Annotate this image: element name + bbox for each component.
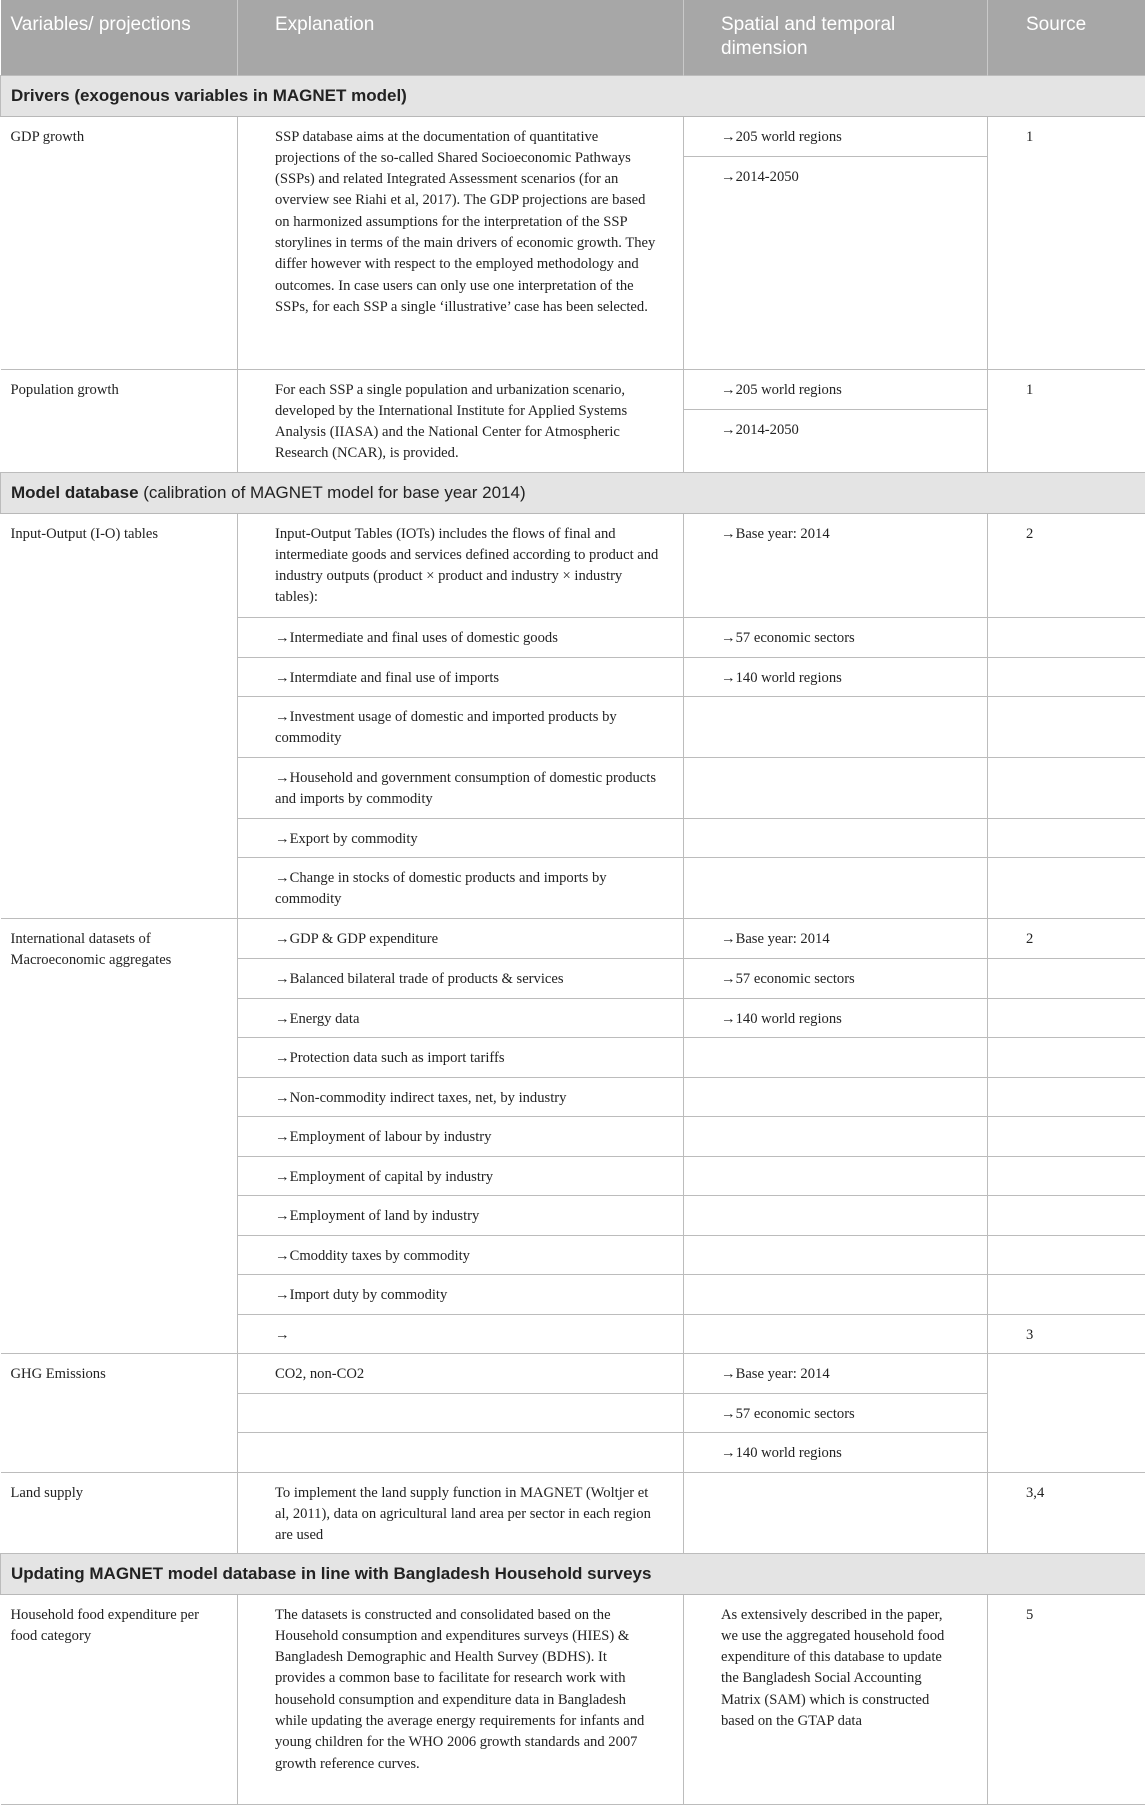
row-ghg-spatial: →57 economic sectors xyxy=(684,1393,988,1432)
row-intl-source-empty xyxy=(988,958,1145,998)
row-intl-item: → xyxy=(238,1314,684,1353)
row-io-spatial: →57 economic sectors xyxy=(684,617,988,657)
header-variables: Variables/ projections xyxy=(1,0,238,75)
row-gdp-variable: GDP growth xyxy=(1,116,238,369)
table-row xyxy=(1,1472,1145,1553)
row-io-source-empty xyxy=(988,757,1145,818)
row-intl-item: →Employment of land by industry xyxy=(238,1195,684,1235)
row-ghg-variable: GHG Emissions xyxy=(1,1353,238,1472)
row-hh-source: 5 xyxy=(988,1594,1145,1804)
row-io-source-empty xyxy=(988,818,1145,857)
row-gdp-spatial-1: →205 world regions xyxy=(684,116,988,156)
row-intl-item: →Balanced bilateral trade of products & services xyxy=(238,958,684,998)
row-intl-spatial-empty xyxy=(684,1235,988,1274)
row-io-item: →Intermediate and final uses of domestic goods xyxy=(238,617,684,657)
row-io-spatial-empty xyxy=(684,818,988,857)
row-intl-item: →Energy data xyxy=(238,998,684,1037)
row-io-spatial: →140 world regions xyxy=(684,657,988,696)
row-io-item: →Change in stocks of domestic products and imports by commodity xyxy=(238,857,684,918)
row-pop-explanation: For each SSP a single population and urbanization scenario, developed by the International Institute for Applied Systems Analysis (IIASA) and the National Center for Atmospheric Research (NCAR), is provided. xyxy=(238,369,684,472)
row-io-source-empty xyxy=(988,696,1145,757)
row-intl-item: →Protection data such as import tariffs xyxy=(238,1037,684,1077)
table-row xyxy=(1,1353,1145,1393)
row-intl-source: 2 xyxy=(988,918,1145,958)
row-intl-variable: International datasets of Macroeconomic aggregates xyxy=(1,918,238,1353)
row-intl-spatial-empty xyxy=(684,1037,988,1077)
row-intl-source-empty xyxy=(988,1235,1145,1274)
row-intl-source-empty xyxy=(988,1077,1145,1116)
row-ghg-spatial: →140 world regions xyxy=(684,1432,988,1472)
row-intl-source-empty xyxy=(988,1116,1145,1156)
row-io-item: →Household and government consumption of domestic products and imports by commodity xyxy=(238,757,684,818)
section-updating xyxy=(1,1553,1145,1594)
row-intl-source-empty xyxy=(988,1156,1145,1195)
row-intl-item: →Employment of labour by industry xyxy=(238,1116,684,1156)
row-intl-item: →GDP & GDP expenditure xyxy=(238,918,684,958)
row-pop-spatial-2: →2014-2050 xyxy=(684,409,988,472)
row-land-spatial xyxy=(684,1472,988,1553)
row-land-explanation: To implement the land supply function in MAGNET (Woltjer et al, 2011), data on agricultural land area per sector in each region are used xyxy=(238,1472,684,1553)
section-model-subtitle: (calibration of MAGNET model for base year 2014) xyxy=(138,482,526,502)
row-io-variable: Input-Output (I-O) tables xyxy=(1,513,238,918)
row-io-source-empty xyxy=(988,617,1145,657)
section-updating-title: Updating MAGNET model database in line with Bangladesh Household surveys xyxy=(11,1563,652,1583)
row-io-spatial: →Base year: 2014 xyxy=(684,513,988,617)
section-drivers xyxy=(1,75,1145,116)
row-io-explanation: Input-Output Tables (IOTs) includes the flows of final and intermediate goods and services defined according to product and industry outputs (product × product and industry × industry tables): xyxy=(238,513,684,617)
row-io-item: →Intermdiate and final use of imports xyxy=(238,657,684,696)
row-intl-source-empty xyxy=(988,1037,1145,1077)
header-row xyxy=(1,0,1145,75)
row-ghg-explanation: CO2, non-CO2 xyxy=(238,1353,684,1393)
row-intl-spatial-empty xyxy=(684,1195,988,1235)
row-hh-spatial: As extensively described in the paper, we use the aggregated household food expenditure of this database to update the Bangladesh Social Accounting Matrix (SAM) which is constructed based on the GTAP data xyxy=(684,1594,988,1804)
row-land-source: 3,4 xyxy=(988,1472,1145,1553)
row-io-item: →Investment usage of domestic and imported products by commodity xyxy=(238,696,684,757)
table-row xyxy=(1,1594,1145,1804)
row-land-variable: Land supply xyxy=(1,1472,238,1553)
section-model-title: Model database xyxy=(11,482,139,502)
row-io-source: 2 xyxy=(988,513,1145,617)
row-ghg-source-empty xyxy=(988,1353,1145,1472)
row-intl-item: →Non-commodity indirect taxes, net, by industry xyxy=(238,1077,684,1116)
row-io-spatial-empty xyxy=(684,857,988,918)
row-gdp-explanation: SSP database aims at the documentation of quantitative projections of the so-called Shared Socioeconomic Pathways (SSPs) and related Integrated Assessment scenarios (for an overview see Riahi et al, 2017). The GDP projections are based on harmonized assumptions for the interpretation of the SSP storylines in terms of the main drivers of economic growth. They differ however with respect to the employed methodology and outcomes. In case users can only use one interpretation of the SSPs, for each SSP a single ‘illustrative’ case has been selected. xyxy=(238,116,684,369)
row-ghg-spatial: →Base year: 2014 xyxy=(684,1353,988,1393)
row-intl-spatial: →57 economic sectors xyxy=(684,958,988,998)
row-intl-item: →Import duty by commodity xyxy=(238,1274,684,1314)
table-row xyxy=(1,918,1145,958)
row-hh-explanation: The datasets is constructed and consolidated based on the Household consumption and expenditures surveys (HIES) & Bangladesh Demographic and Health Survey (BDHS). It provides a common base to facilitate for research work with household consumption and expenditure data in Bangladesh while updating the average energy requirements for infants and young children for the WHO 2006 growth standards and 2007 growth reference curves. xyxy=(238,1594,684,1804)
row-io-item: →Export by commodity xyxy=(238,818,684,857)
row-pop-source: 1 xyxy=(988,369,1145,472)
row-gdp-source: 1 xyxy=(988,116,1145,369)
row-intl-item: →Employment of capital by industry xyxy=(238,1156,684,1195)
section-model-database xyxy=(1,472,1145,513)
row-intl-spatial-empty xyxy=(684,1314,988,1353)
table-row xyxy=(1,116,1145,156)
row-intl-item: →Cmoddity taxes by commodity xyxy=(238,1235,684,1274)
row-intl-spatial-empty xyxy=(684,1156,988,1195)
header-source: Source xyxy=(988,0,1145,75)
header-explanation: Explanation xyxy=(238,0,684,75)
row-intl-spatial-empty xyxy=(684,1077,988,1116)
row-intl-spatial-empty xyxy=(684,1274,988,1314)
row-pop-spatial-1: →205 world regions xyxy=(684,369,988,409)
row-intl-source-empty xyxy=(988,1195,1145,1235)
row-intl-spatial: →Base year: 2014 xyxy=(684,918,988,958)
row-intl-source-empty xyxy=(988,1274,1145,1314)
table-row xyxy=(1,369,1145,409)
row-gdp-spatial-2: →2014-2050 xyxy=(684,156,988,369)
row-intl-source: 3 xyxy=(988,1314,1145,1353)
row-io-source-empty xyxy=(988,857,1145,918)
row-io-source-empty xyxy=(988,657,1145,696)
row-ghg-explanation-empty xyxy=(238,1393,684,1432)
row-pop-variable: Population growth xyxy=(1,369,238,472)
header-spatial-temporal: Spatial and temporal dimension xyxy=(684,0,988,75)
row-hh-variable: Household food expenditure per food category xyxy=(1,1594,238,1804)
section-drivers-title: Drivers (exogenous variables in MAGNET model) xyxy=(11,85,407,105)
row-intl-spatial: →140 world regions xyxy=(684,998,988,1037)
row-intl-spatial-empty xyxy=(684,1116,988,1156)
row-intl-source-empty xyxy=(988,998,1145,1037)
table-row xyxy=(1,513,1145,617)
row-io-spatial-empty xyxy=(684,757,988,818)
row-io-spatial-empty xyxy=(684,696,988,757)
row-ghg-explanation-empty xyxy=(238,1432,684,1472)
